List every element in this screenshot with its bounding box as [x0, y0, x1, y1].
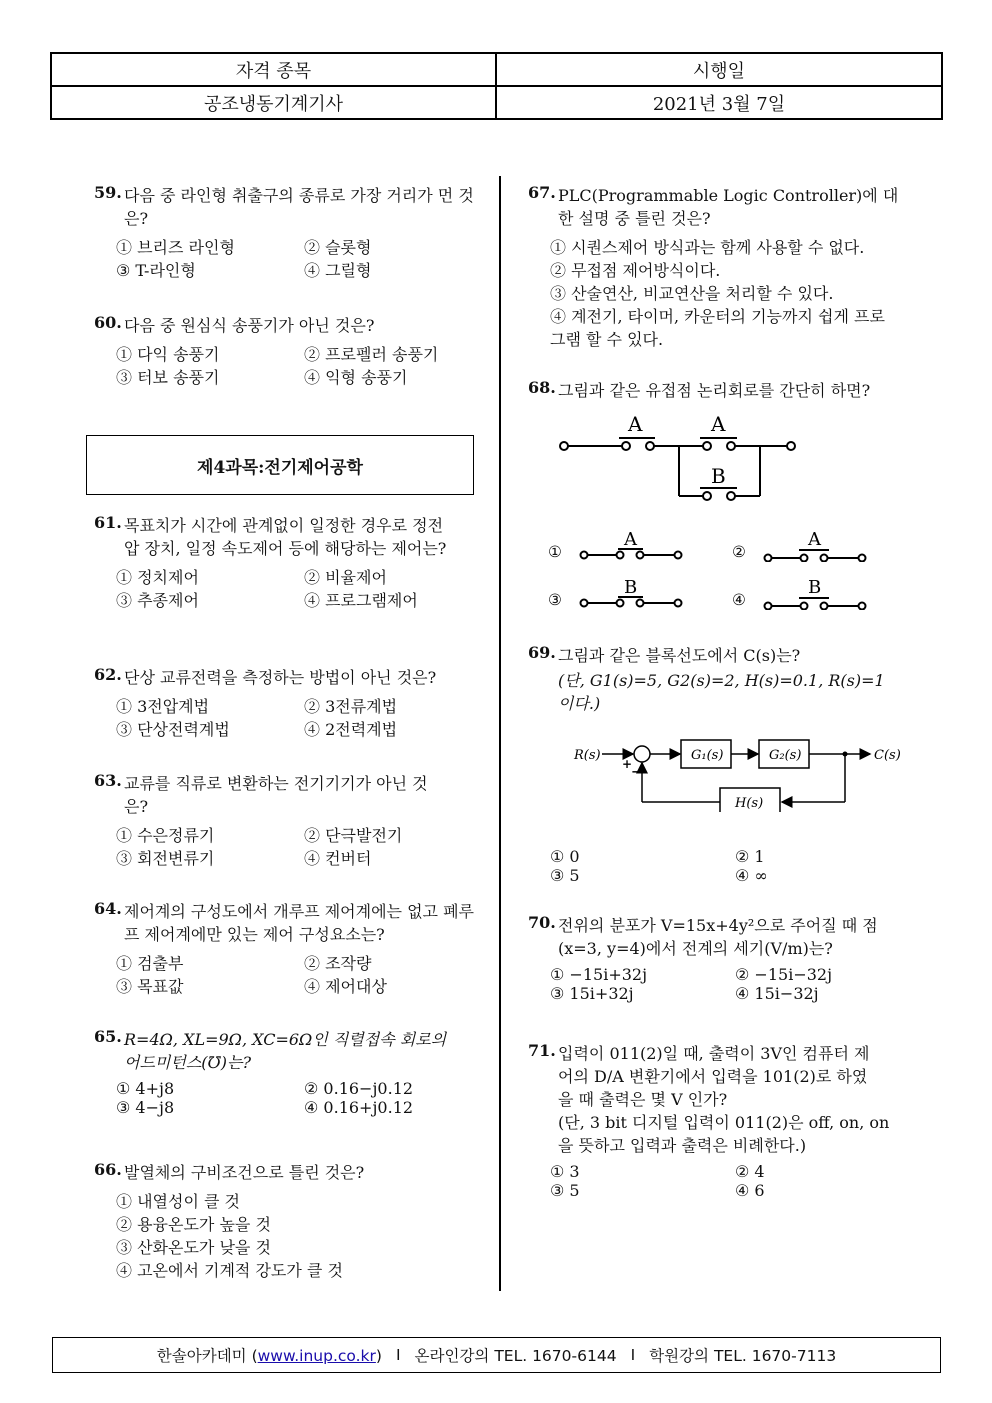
options [550, 235, 903, 350]
question-text: 목표치가 시간에 관계없이 일정한 경우로 정전압 장치, 일정 속도제어 등에 해당하는 제어는? [124, 516, 447, 558]
question-number: 64. [94, 899, 122, 918]
question-63 [94, 771, 476, 869]
option-4[interactable]: ④ 0.16+j0.12 [304, 1098, 414, 1117]
footer-separator: I [630, 1346, 636, 1364]
g1-block-label: G₁(s) [691, 748, 724, 763]
question-70 [528, 913, 903, 1003]
input-label: R(s) [574, 748, 601, 763]
contact-label: A [808, 529, 821, 550]
question-68 [528, 378, 903, 401]
option-4[interactable]: ④ 프로그램제어 [304, 591, 418, 610]
question-59 [94, 183, 476, 281]
option-3[interactable]: ③ 15i+32j [550, 984, 634, 1003]
option-1[interactable]: ① 4+j8 [116, 1079, 175, 1098]
question-text: 다음 중 원심식 송풍기가 아닌 것은? [124, 316, 375, 335]
option-2[interactable]: ② 조작량 [304, 954, 372, 973]
contact-label: B [808, 577, 822, 598]
question-text: 발열체의 구비조건으로 틀린 것은? [124, 1163, 365, 1182]
option-4[interactable]: ④ 그릴형 [304, 261, 372, 280]
academy-name: 한솔아카데미 (www.inup.co.kr) [156, 1347, 382, 1365]
option-2-contact [762, 528, 872, 562]
options [116, 1189, 476, 1281]
options [550, 847, 903, 885]
question-69-options [528, 841, 903, 885]
question-number: 70. [528, 913, 556, 932]
option-2[interactable]: ② [732, 543, 746, 561]
option-4[interactable]: ④ 컨버터 [304, 849, 372, 868]
question-number: 59. [94, 183, 122, 202]
header-subject-label: 자격 종목 [51, 53, 496, 86]
question-number: 63. [94, 771, 122, 790]
question-69 [528, 643, 903, 714]
question-text: 제어계의 구성도에서 개루프 제어계에는 없고 폐루프 제어계에만 있는 제어 구성요소는? [124, 902, 475, 944]
option-1[interactable]: ① 정치제어 [116, 568, 199, 587]
option-1[interactable]: ① 브리즈 라인형 [116, 238, 235, 257]
options [550, 1162, 903, 1200]
column-divider [499, 176, 501, 1291]
question-number: 60. [94, 313, 122, 332]
option-1[interactable]: ① 3전압계법 [116, 697, 210, 716]
question-number: 68. [528, 378, 556, 397]
option-4[interactable]: ④ 15i−32j [735, 984, 819, 1003]
footer-separator: I [395, 1346, 401, 1364]
contact-label: A [628, 412, 643, 436]
option-1[interactable]: ① [548, 543, 562, 561]
minus-sign: − [631, 765, 642, 780]
option-1[interactable]: ① 수은정류기 [116, 826, 215, 845]
contact-circuit-diagram [555, 410, 815, 505]
options [116, 235, 476, 281]
academy-link[interactable]: www.inup.co.kr [257, 1347, 376, 1365]
options [550, 965, 903, 1003]
question-67 [528, 183, 903, 350]
option-1[interactable]: ① 0 [550, 847, 580, 866]
options [116, 694, 476, 740]
option-3[interactable]: ③ 추종제어 [116, 591, 199, 610]
option-3[interactable]: ③ 5 [550, 1181, 580, 1200]
option-3[interactable]: ③ 단상전력계법 [116, 720, 230, 739]
option-1[interactable]: ① 3 [550, 1162, 580, 1181]
option-2[interactable]: ② −15i−32j [735, 965, 833, 984]
question-text: 다음 중 라인형 취출구의 종류로 가장 거리가 먼 것은? [124, 186, 474, 228]
option-2[interactable]: ② 단극발전기 [304, 826, 403, 845]
option-2[interactable]: ② 슬롯형 [304, 238, 372, 257]
option-4[interactable]: ④ 6 [735, 1181, 765, 1200]
option-3[interactable]: ③ 터보 송풍기 [116, 368, 220, 387]
option-4[interactable]: ④ 계전기, 타이머, 카운터의 기능까지 쉽게 프로그램 할 수 있다. [550, 307, 885, 349]
option-1-contact [578, 528, 688, 562]
option-2[interactable]: ② 무접점 제어방식이다. [550, 261, 721, 280]
exam-header-table [50, 52, 943, 120]
option-4[interactable]: ④ 2전력계법 [304, 720, 398, 739]
option-1[interactable]: ① 다익 송풍기 [116, 345, 220, 364]
question-text: 전위의 분포가 V=15x+4y²으로 주어질 때 점(x=3, y=4)에서 전계의 세기(V/m)는? [558, 916, 878, 958]
options [116, 565, 476, 611]
question-note: (단, 3 bit 디지털 입력이 011(2)은 off, on, on을 뜻하고 입력과 출력은 비례한다.) [558, 1113, 890, 1155]
option-3[interactable]: ③ 산술연산, 비교연산을 처리할 수 있다. [550, 284, 834, 303]
option-3[interactable]: ③ 5 [550, 866, 580, 885]
offline-phone: 학원강의 TEL. 1670-7113 [649, 1347, 837, 1365]
option-3[interactable]: ③ [548, 591, 562, 609]
options [116, 342, 476, 388]
options [116, 951, 476, 997]
question-number: 71. [528, 1041, 556, 1060]
option-2[interactable]: ② 0.16−j0.12 [304, 1079, 414, 1098]
option-4[interactable]: ④ 익형 송풍기 [304, 368, 408, 387]
question-text: 교류를 직류로 변환하는 전기기기가 아닌 것은? [124, 774, 428, 816]
plus-sign: + [622, 757, 633, 771]
contact-label: A [711, 412, 726, 436]
question-62 [94, 665, 476, 740]
question-61 [94, 513, 476, 611]
options [116, 1079, 476, 1117]
option-4[interactable]: ④ ∞ [735, 866, 768, 885]
option-1[interactable]: ① −15i+32j [550, 965, 648, 984]
question-number: 67. [528, 183, 556, 202]
option-2[interactable]: ② 비율제어 [304, 568, 387, 587]
question-number: 66. [94, 1160, 122, 1179]
question-text: 그림과 같은 유접점 논리회로를 간단히 하면? [558, 381, 871, 400]
online-phone: 온라인강의 TEL. 1670-6144 [414, 1347, 617, 1365]
option-2[interactable]: ② 4 [735, 1162, 765, 1181]
option-1[interactable]: ① 시퀀스제어 방식과는 함께 사용할 수 없다. [550, 238, 865, 257]
question-text: 그림과 같은 블록선도에서 C(s)는? [558, 646, 801, 665]
question-note: (단, G1(s)=5, G2(s)=2, H(s)=0.1, R(s)=1 이다.) [558, 671, 885, 713]
block-diagram [570, 732, 910, 812]
question-64 [94, 899, 476, 997]
option-4[interactable]: ④ 제어대상 [304, 977, 387, 996]
option-3[interactable]: ③ 회전변류기 [116, 849, 215, 868]
contact-label: A [624, 529, 637, 550]
output-label: C(s) [874, 748, 901, 763]
option-2[interactable]: ② 1 [735, 847, 765, 866]
question-number: 61. [94, 513, 122, 532]
question-text: PLC(Programmable Logic Controller)에 대한 설명 중 틀린 것은? [558, 186, 899, 228]
question-66 [94, 1160, 476, 1281]
option-3[interactable]: ③ 산화온도가 낮을 것 [116, 1238, 271, 1257]
question-text: R=4Ω, XL=9Ω, XC=6Ω인 직렬접속 회로의 어드미턴스(℧)는? [124, 1030, 447, 1072]
option-3-contact [578, 576, 688, 610]
question-71 [528, 1041, 903, 1200]
header-date-label: 시행일 [496, 53, 942, 86]
option-4[interactable]: ④ [732, 591, 746, 609]
question-number: 69. [528, 643, 556, 662]
option-3[interactable]: ③ 목표값 [116, 977, 184, 996]
option-4-contact [762, 576, 872, 610]
options [116, 823, 476, 869]
footer-bar [52, 1337, 941, 1373]
h-block-label: H(s) [735, 796, 764, 811]
option-2[interactable]: ② 3전류계법 [304, 697, 398, 716]
header-subject-value: 공조냉동기계기사 [51, 86, 496, 119]
option-2[interactable]: ② 프로펠러 송풍기 [304, 345, 439, 364]
question-number: 65. [94, 1027, 122, 1046]
option-1[interactable]: ① 내열성이 클 것 [116, 1192, 240, 1211]
question-65 [94, 1027, 476, 1117]
question-text: 입력이 011(2)일 때, 출력이 3V인 컴퓨터 제어의 D/A 변환기에서 입력을 101(2)로 하였을 때 출력은 몇 V 인가? [558, 1044, 870, 1109]
option-2[interactable]: ② 용융온도가 높을 것 [116, 1215, 271, 1234]
contact-label: B [624, 577, 638, 598]
g2-block-label: G₂(s) [769, 748, 802, 763]
question-text: 단상 교류전력을 측정하는 방법이 아닌 것은? [124, 668, 437, 687]
option-1[interactable]: ① 검출부 [116, 954, 184, 973]
option-3[interactable]: ③ T-라인형 [116, 261, 196, 280]
header-date-value: 2021년 3월 7일 [496, 86, 942, 119]
contact-label: B [711, 464, 726, 488]
question-60 [94, 313, 476, 388]
question-number: 62. [94, 665, 122, 684]
option-3[interactable]: ③ 4−j8 [116, 1098, 175, 1117]
subject-title-box: 제4과목:전기제어공학 [86, 435, 474, 495]
option-4[interactable]: ④ 고온에서 기계적 강도가 클 것 [116, 1261, 343, 1280]
